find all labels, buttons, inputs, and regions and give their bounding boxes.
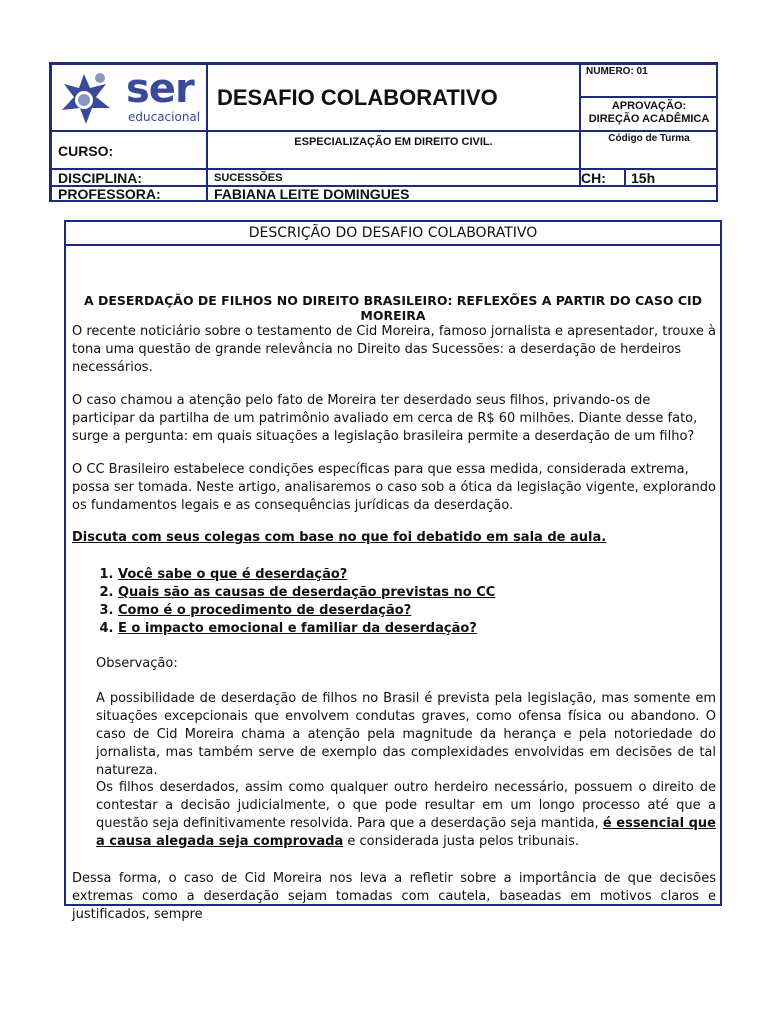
question-item: 1. Você sabe o que é deserdação?	[118, 566, 495, 584]
observation-paragraph-1: A possibilidade de deserdação de filhos no Brasil é prevista pela legislação, mas somente em situações excepcionais que envolvem condutas graves, como ofensa física ou abandono. O caso de Cid Moreira chama a atenção pela magnitude da herança e pela notoriedade do jornalista, mas também serve de exemplo das complexidades envolvidas em decisões de tal natureza.	[96, 691, 716, 778]
ch-value-cell	[625, 169, 718, 186]
description-heading: DESCRIÇÃO DO DESAFIO COLABORATIVO	[66, 222, 720, 246]
questions-list	[96, 566, 495, 638]
disciplina-value-cell	[207, 169, 580, 186]
professora-label-cell	[51, 186, 207, 202]
article-title: A DESERDAÇÃO DE FILHOS NO DIREITO BRASILEIRO: REFLEXÕES A PARTIR DO CASO CID MOREIRA	[83, 293, 703, 323]
curso-label-cell	[51, 131, 207, 169]
obs-p2-start: Os filhos deserdados, assim como qualquer outro herdeiro necessário, possuem o direito de contestar a decisão judicialmente, o que pode resultar em um longo processo até que a questão seja definitivamente resolvida. Para que a deserdação seja mantida,	[96, 780, 716, 831]
disciplina-value: SUCESSÕES	[214, 172, 283, 184]
professora-label: PROFESSORA:	[58, 186, 161, 202]
paragraph-1: O recente noticiário sobre o testamento de Cid Moreira, famoso jornalista e apresentador, trouxe à tona uma questão de grande relevância no Direito das Sucessões: a deserdação de herdeiros necessários.	[72, 324, 716, 375]
logo-subtext: educacional	[128, 110, 201, 124]
question-item: 3. Como é o procedimento de deserdação?	[118, 602, 495, 620]
aprovacao-value: DIREÇÃO ACADÊMICA	[588, 113, 710, 125]
conclusion-paragraph: Dessa forma, o caso de Cid Moreira nos leva a refletir sobre a importância de que decisões extremas como a deserdação sejam tomadas com cautela, baseadas em motivos claros e justificados, sempre	[72, 871, 716, 922]
professora-value-cell	[207, 186, 718, 202]
aprovacao-label: APROVAÇÃO:	[611, 100, 687, 112]
disciplina-label: DISCIPLINA:	[58, 170, 142, 186]
professora-value: FABIANA LEITE DOMINGUES	[214, 186, 410, 202]
numero: NUMERO: 01	[586, 66, 648, 77]
description-box	[64, 220, 722, 922]
obs-p2-emphasis: é essencial que a causa alegada seja comprovada	[96, 816, 716, 849]
ch-value: 15h	[631, 170, 656, 186]
logo-cell	[51, 64, 207, 131]
logo-text: ser	[126, 66, 194, 112]
obs-p2-end: e considerada justa pelos tribunais.	[343, 834, 579, 849]
observation-label: Observação:	[96, 656, 178, 671]
ch-label: CH:	[581, 170, 606, 186]
title-cell	[207, 64, 580, 131]
numero-cell	[580, 64, 718, 97]
observation-paragraph-2	[96, 779, 716, 851]
curso-value: ESPECIALIZAÇÃO EM DIREITO CIVIL.	[294, 136, 493, 148]
aprovacao-cell	[580, 97, 718, 131]
curso-label: CURSO:	[58, 143, 114, 159]
paragraph-2: O caso chamou a atenção pelo fato de Moreira ter deserdado seus filhos, privando-os de participar da partilha de um patrimônio avaliado em cerca de R$ 60 milhões. Diante desse fato, surge a pergunta: em quais situações a legislação brasileira permite a deserdação de um filho?	[72, 393, 698, 444]
question-item: 2. Quais são as causas de deserdação previstas no CC	[118, 584, 495, 602]
ch-label-cell	[580, 169, 625, 186]
curso-value-cell	[207, 131, 580, 169]
codigo-turma: Código de Turma	[608, 133, 690, 144]
discuss-prompt: Discuta com seus colegas com base no que foi debatido em sala de aula.	[72, 530, 607, 545]
disciplina-label-cell	[51, 169, 207, 186]
header-table	[49, 62, 718, 202]
paragraph-3: O CC Brasileiro estabelece condições específicas para que essa medida, considerada extrema, possa ser tomada. Neste artigo, analisaremos o caso sob a ótica da legislação vigente, explorando os fundamentos legais e as consequências jurídicas da deserdação.	[72, 462, 716, 513]
ser-logo-icon	[56, 70, 116, 126]
document-title: DESAFIO COLABORATIVO	[217, 85, 498, 110]
question-item: 4. E o impacto emocional e familiar da deserdação?	[118, 620, 495, 638]
codigo-turma-cell	[580, 131, 718, 169]
